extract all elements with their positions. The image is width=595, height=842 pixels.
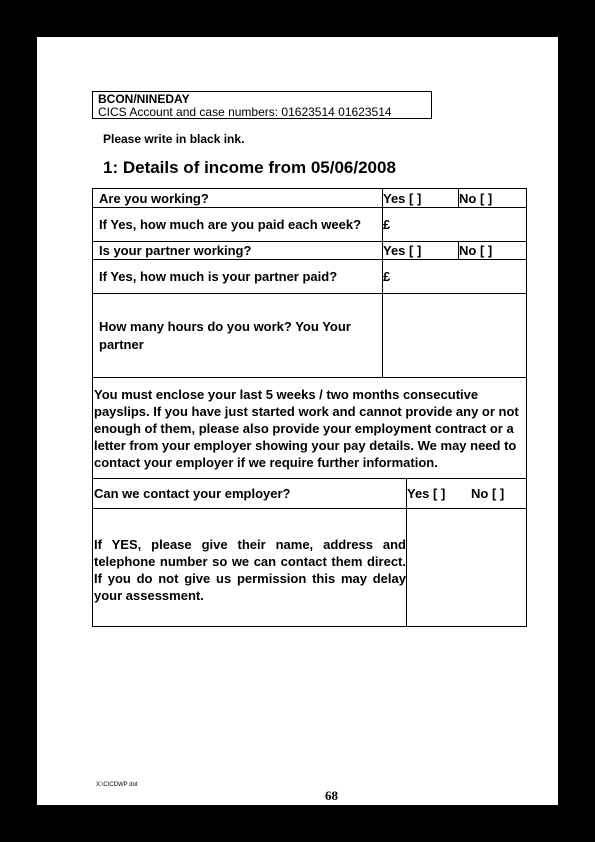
table-row — [93, 189, 527, 208]
partner-no-checkbox[interactable]: No [ ] — [459, 242, 527, 260]
file-code: X:\CICDWP dot — [96, 782, 138, 788]
contact-choices — [407, 486, 526, 501]
currency-symbol: £ — [383, 217, 391, 232]
reference-code: BCON/NINEDAY — [98, 92, 190, 106]
partner-pay-field[interactable] — [383, 260, 527, 294]
weekly-pay-field[interactable] — [383, 208, 527, 242]
table-row — [93, 479, 527, 509]
currency-symbol: £ — [383, 269, 391, 284]
account-case-numbers: CICS Account and case numbers: 01623514 01623514 — [98, 105, 392, 119]
hours-question: How many hours do you work? You Your partner — [93, 294, 383, 378]
table-row — [93, 242, 527, 260]
table-row — [93, 294, 527, 378]
working-no-checkbox[interactable]: No [ ] — [459, 189, 527, 208]
employer-details-text: If YES, please give their name, address and telephone number so we can contact them direct. If you do not give us permission this may delay your assessment. — [94, 537, 406, 603]
contact-no-checkbox[interactable]: No [ ] — [471, 486, 505, 501]
partner-yes-checkbox[interactable]: Yes [ ] — [383, 242, 459, 260]
partner-working-question: Is your partner working? — [93, 242, 383, 260]
contact-yes-checkbox[interactable]: Yes [ ] — [407, 486, 446, 501]
ink-instruction: Please write in black ink. — [103, 132, 245, 146]
section-title: 1: Details of income from 05/06/2008 — [103, 158, 396, 177]
form-page — [37, 37, 558, 805]
table-row — [93, 378, 527, 479]
employer-details-field[interactable] — [407, 509, 527, 627]
income-details-table — [92, 188, 527, 627]
payslips-cell — [93, 378, 527, 479]
table-row — [93, 208, 527, 242]
partner-paid-question: If Yes, how much is your partner paid? — [93, 260, 383, 294]
payslips-note: You must enclose your last 5 weeks / two months consecutive payslips. If you have just started work and cannot provide any or not enough of them, please also provide your employment contract or a letter from your employer showing your pay details. We may need to contact your employer if we require further information. — [94, 386, 519, 470]
reference-box — [92, 91, 432, 119]
contact-choice-cell — [407, 479, 527, 509]
working-question: Are you working? — [93, 189, 383, 208]
table-row — [93, 260, 527, 294]
paid-question: If Yes, how much are you paid each week? — [93, 208, 383, 242]
table-row — [93, 509, 527, 627]
hours-answer-field[interactable] — [383, 294, 527, 378]
working-yes-checkbox[interactable]: Yes [ ] — [383, 189, 459, 208]
page-number: 68 — [325, 788, 338, 803]
contact-question: Can we contact your employer? — [93, 479, 407, 509]
employer-details-instructions — [93, 509, 407, 627]
